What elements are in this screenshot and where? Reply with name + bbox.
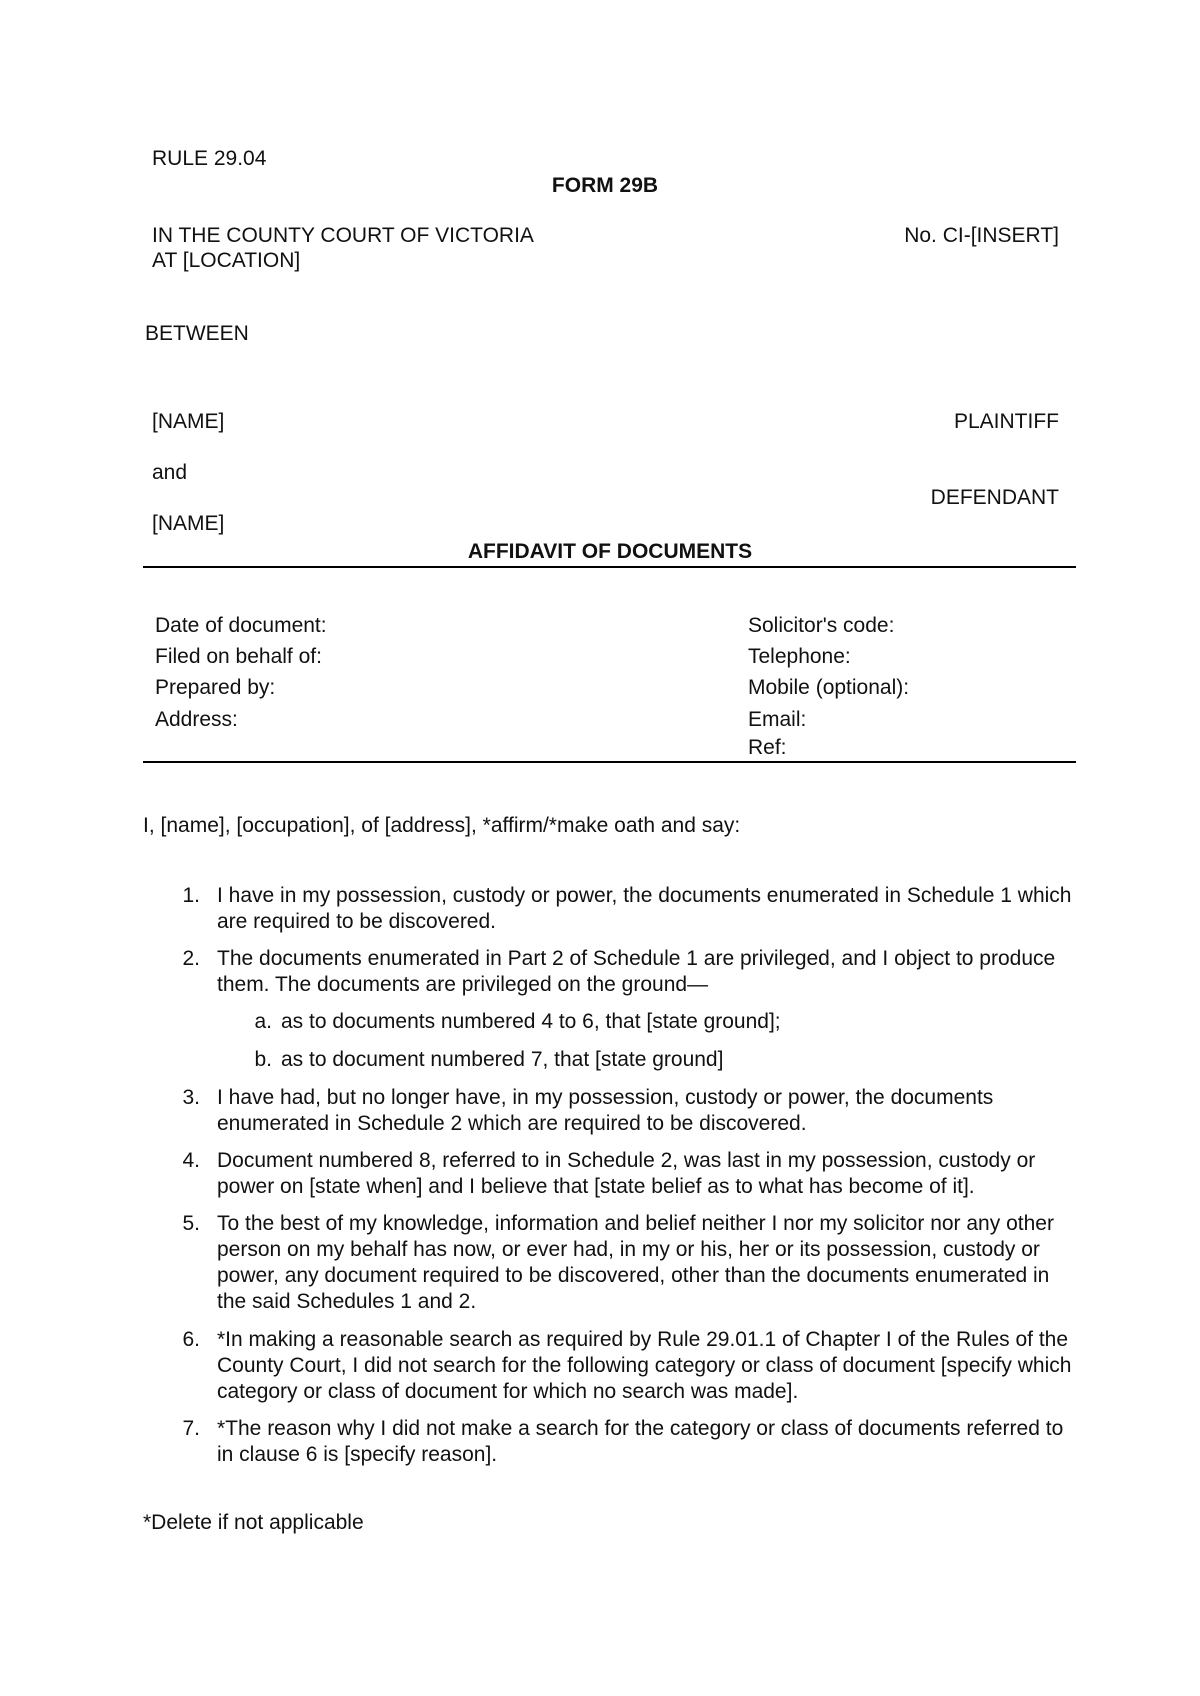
and-label: and bbox=[152, 461, 188, 484]
clause-text: I have in my possession, custody or power, the documents enumerated in Schedule 1 which are required to be discovered. bbox=[217, 884, 1072, 933]
clause-text: The documents enumerated in Part 2 of Schedule 1 are privileged, and I object to produce them. The documents are privileged on the ground— bbox=[217, 947, 1056, 996]
clause-number: 4. bbox=[182, 1149, 200, 1172]
subclause-letter: a. bbox=[254, 1010, 272, 1033]
clause-text: Document numbered 8, referred to in Schedule 2, was last in my possession, custody or power on [state when] and I believe that [state belief as to what has become of it]. bbox=[217, 1149, 1036, 1198]
subclause-text: as to documents numbered 4 to 6, that [state ground]; bbox=[281, 1010, 781, 1033]
clause-text: *In making a reasonable search as required by Rule 29.01.1 of Chapter I of the Rules of the County Court, I did not search for the following category or class of document [specify which category or class of document for which no search was made]. bbox=[217, 1328, 1072, 1403]
telephone-label: Telephone: bbox=[748, 645, 851, 668]
ref-label: Ref: bbox=[748, 736, 787, 759]
rule-reference: RULE 29.04 bbox=[152, 147, 267, 170]
details-divider bbox=[143, 761, 1076, 763]
clause-number: 7. bbox=[182, 1417, 200, 1440]
prepared-by-label: Prepared by: bbox=[155, 676, 276, 699]
footnote: *Delete if not applicable bbox=[143, 1511, 364, 1534]
defendant-label: DEFENDANT bbox=[930, 486, 1059, 509]
defendant-name: [NAME] bbox=[152, 512, 225, 535]
solicitor-code-label: Solicitor's code: bbox=[748, 614, 895, 637]
clause-number: 6. bbox=[182, 1328, 200, 1351]
clause-number: 2. bbox=[182, 947, 200, 970]
clause-text: *The reason why I did not make a search for the category or class of documents referred to in clause 6 is [specify reason]. bbox=[217, 1417, 1064, 1466]
email-label: Email: bbox=[748, 708, 807, 731]
title-divider bbox=[143, 566, 1076, 568]
clause-number: 5. bbox=[182, 1212, 200, 1235]
clause-text: To the best of my knowledge, information and belief neither I nor my solicitor nor any other person on my behalf has now, or ever had, in my or his, her or its possession, custody or power, any document required to be discovered, other than the documents enumerated in the said Schedules 1 and 2. bbox=[217, 1212, 1054, 1313]
subclause-letter: b. bbox=[254, 1048, 272, 1071]
document-title: AFFIDAVIT OF DOCUMENTS bbox=[467, 540, 753, 563]
clause-number: 1. bbox=[182, 884, 200, 907]
plaintiff-label: PLAINTIFF bbox=[953, 410, 1059, 433]
intro-statement: I, [name], [occupation], of [address], *affirm/*make oath and say: bbox=[143, 814, 741, 837]
clause-number: 3. bbox=[182, 1086, 200, 1109]
filing-date-label: Date of document: bbox=[155, 614, 327, 637]
mobile-label: Mobile (optional): bbox=[748, 676, 910, 699]
case-number: No. CI-[INSERT] bbox=[904, 224, 1059, 247]
subclause-text: as to document numbered 7, that [state ground] bbox=[281, 1048, 724, 1071]
court-location: AT [LOCATION] bbox=[152, 249, 301, 272]
address-label: Address: bbox=[155, 708, 238, 731]
between-label: BETWEEN bbox=[145, 322, 249, 345]
clause-text: I have had, but no longer have, in my possession, custody or power, the documents enumerated in Schedule 2 which are required to be discovered. bbox=[217, 1086, 994, 1135]
form-number: FORM 29B bbox=[551, 174, 659, 197]
court-name: IN THE COUNTY COURT OF VICTORIA bbox=[152, 224, 534, 247]
plaintiff-name: [NAME] bbox=[152, 410, 225, 433]
filed-on-behalf-label: Filed on behalf of: bbox=[155, 645, 322, 668]
